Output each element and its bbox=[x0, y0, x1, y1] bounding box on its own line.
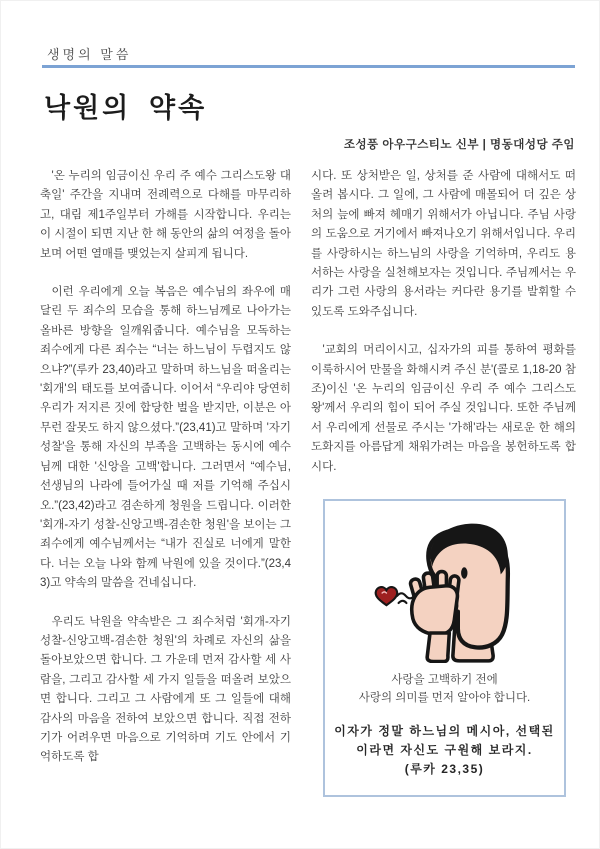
quote-line: (루카 23,35) bbox=[404, 762, 485, 777]
quote-line: 이자가 정말 하느님의 메시아, 선택된 bbox=[334, 724, 555, 739]
paragraph: 우리도 낙원을 약속받은 그 죄수처럼 '회개-자기 성찰-신앙고백-겸손한 청원'의 차례로 자신의 삶을 돌아보았으면 합니다. 그 가운데 먼저 감사할 세 사람을, 그리고 감사할 세 가지 일들을 떠올려 보았으면 합니다. 그리고 그 사람에게 또 그 일들에 대해 감사의 마음을 전하여 보았으면 합니다. 직접 전하기가 어려우면 마음으로 기억하며 기도 안에서 기억하도록 합 bbox=[40, 615, 291, 764]
article-title: 낙원의 약속 bbox=[44, 93, 208, 123]
scripture-quote bbox=[333, 722, 556, 779]
paragraph: '온 누리의 임금이신 우리 주 예수 그리스도왕 대축일' 주간을 지내며 전례력으로 다해를 마무리하고, 대림 제1주일부터 가해를 시작합니다. 우리는 이 시절이 되면 지난 한 해 동안의 삶의 여정을 돌아보며 어떤 열매를 맺었는지 살피게 됩니다. bbox=[40, 170, 291, 260]
man-whispering-heart-illustration bbox=[359, 513, 531, 663]
paragraph: 시다. 또 상처받은 일, 상처를 준 사람에 대해서도 떠올려 봅시다. 그 일에, 그 사람에 매몰되어 더 깊은 상처의 늪에 빠져 헤매기 위해서가 아닙니다. 주님 사랑의 도움으로 거기에서 빠져나오기 위해서입니다. 우리를 사랑하시는 하느님의 사랑을 기억하며, 우리도 용서하는 사랑을 실천해보자는 것입니다. 주님께서는 우리가 그런 사랑의 용서라는 커다란 용기를 발휘할 수 있도록 도와주십니다. bbox=[311, 170, 576, 318]
paragraph: 이런 우리에게 오늘 복음은 예수님의 좌우에 매달린 두 죄수의 모습을 통해 하느님께로 나아가는 올바른 방향을 일깨워줍니다. 예수님을 모독하는 죄수에게 다른 죄수는 “너는 하느님이 두렵지도 않으냐?”(루카 23,40)라고 말하며 하느님을 떠올리는 '회개'의 태도를 보여줍니다. 이어서 “우리야 당연히 우리가 저지른 짓에 합당한 벌을 받지만, 이분은 아무런 잘못도 하지 않으셨다.”(23,41)고 말하며 '자기 성찰'을 통해 자신의 부족을 고백하는 동시에 예수님께 대한 '신앙을 고백'합니다. 그러면서 “예수님, 선생님의 나라에 들어가실 때 저를 기억해 주십시오.”(23,42)라고 겸손하게 청원을 드립니다. 이러한 '회개-자기 성찰-신앙고백-겸손한 청원'을 보이는 그 죄수에게 예수님께서는 “내가 진실로 너에게 말한다. 너는 오늘 나와 함께 낙원에 있을 것이다.”(23,43)고 약속의 말씀을 건네십니다. bbox=[40, 286, 291, 590]
quote-line: 이라면 자신도 구원해 보라지. bbox=[356, 743, 533, 758]
caption-line: 사랑의 의미를 먼저 알아야 합니다. bbox=[358, 692, 531, 705]
scripture-quote-box bbox=[323, 499, 566, 797]
section-kicker: 생명의 말씀 bbox=[47, 47, 132, 62]
byline: 조성풍 아우구스티노 신부 | 명동대성당 주임 bbox=[343, 139, 575, 151]
article-body bbox=[40, 167, 576, 819]
right-column bbox=[311, 167, 576, 819]
paragraph: '교회의 머리이시고, 십자가의 피를 통하여 평화를 이룩하시어 만물을 화해시켜 주신 분'(콜로 1,18-20 참조)이신 '온 누리의 임금이신 우리 주 예수 그리스도왕'께서 우리의 힘이 되어 주실 것입니다. 또한 주님께서 우리에게 선물로 주시는 '가해'라는 새로운 한 해의 도화지를 아름답게 채워가려는 마음을 봉헌하도록 합시다. bbox=[311, 344, 576, 473]
left-column bbox=[40, 167, 291, 819]
caption-line: 사랑을 고백하기 전에 bbox=[391, 674, 498, 687]
illustration-container bbox=[333, 513, 556, 663]
header-rule bbox=[42, 65, 575, 68]
illustration-caption bbox=[333, 671, 556, 707]
